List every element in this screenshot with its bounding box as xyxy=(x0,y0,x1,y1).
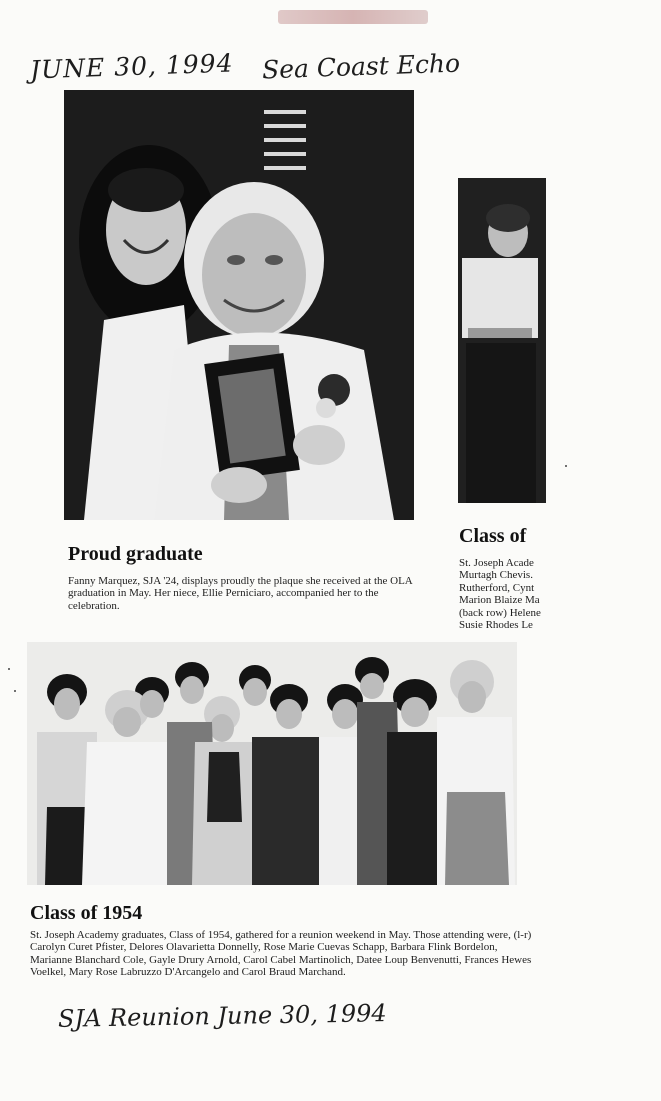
class-of-headline-cropped: Class of xyxy=(459,525,527,547)
handwritten-date: JUNE 30, 1994 xyxy=(29,48,234,85)
caption-line: St. Joseph Acade xyxy=(459,557,534,569)
paper-speck xyxy=(565,465,567,467)
class-photo-cropped xyxy=(458,178,546,503)
caption-line: Murtagh Chevis. xyxy=(459,569,533,582)
class-of-1954-caption: St. Joseph Academy graduates, Class of 1954, gathered for a reunion weekend in May. Those attending were, (l-r) Carolyn Curet Pfister, Delores Olavarietta Donnelly, Rose Marie Cuevas Schapp, Barbara Flink Bordelon, Marianne Blanchard Cole, Gayle Drury Arnold, Carol Cabel Martinolich, Datee Loup Benvenutti, Frances Hewes Voelkel, Mary Rose Labruzzo D'Arcangelo and Carol Braud Marchand. xyxy=(30,929,532,979)
class-of-1954-headline: Class of 1954 xyxy=(30,902,143,924)
proud-graduate-photo xyxy=(64,90,414,520)
handwritten-newspaper-name: Sea Coast Echo xyxy=(261,48,461,85)
caption-line: Susie Rhodes Le xyxy=(459,619,533,632)
paper-speck xyxy=(14,690,16,692)
proud-graduate-caption: Fanny Marquez, SJA '24, displays proudly the plaque she received at the OLA graduation in May. Her niece, Ellie Perniciaro, accompanied her to the celebration. xyxy=(68,575,413,612)
caption-line: Marion Blaize Ma xyxy=(459,594,540,607)
caption-line: (back row) Helene xyxy=(459,606,541,619)
class-1954-group-photo xyxy=(27,642,517,885)
class-of-caption-cropped xyxy=(459,557,551,631)
caption-line: Rutherford, Cynt xyxy=(459,581,535,594)
proud-graduate-headline: Proud graduate xyxy=(68,543,203,565)
tape-mark xyxy=(278,10,428,24)
paper-speck xyxy=(8,668,10,670)
handwritten-reunion-note: SJA Reunion June 30, 1994 xyxy=(57,999,387,1033)
